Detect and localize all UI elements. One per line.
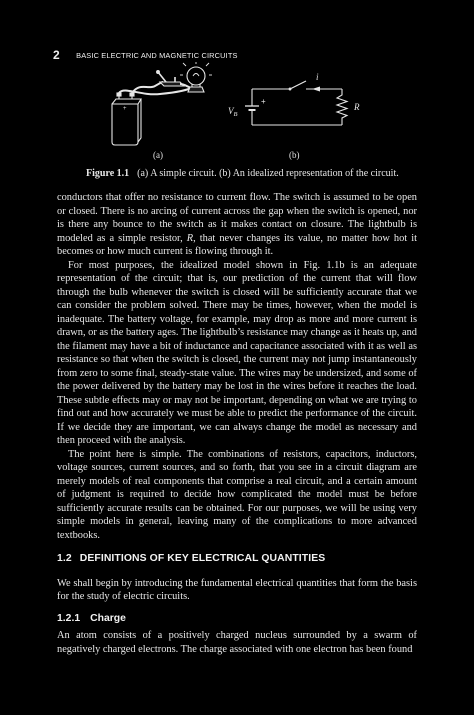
section-intro: We shall begin by introducing the fundamental electrical quantities that form the basis for the study of electric circuits. bbox=[57, 577, 417, 602]
paragraph-2: For most purposes, the idealized model shown in Fig. 1.1b is an adequate representation of the circuit; that is, our prediction of the current that will flow through the bulb whenever the switch is closed will be sufficiently accurate that we can consider the problem solved. There may be times, however, when the model is inadequate. The battery voltage, for example, may drop as more and more current is drawn, or as the battery ages. The lightbulb’s resistance may change as it heats up, and the filament may have a bit of inductance and capacitance associated with it as well as resistance so that when the switch is closed, the current may not jump instantaneously from zero to some final, steady-state value. The wires may be undersized, and some of the power delivered by the battery may be lost in the wires before it reaches the load. These subtle effects may or may not be important, depending on what we are trying to find out and how accurately we must be able to predict the performance of the circuit. If we decide they are important, we can always change the model as necessary and then proceed with the analysis. bbox=[57, 259, 417, 446]
paragraph-1 bbox=[57, 191, 417, 259]
current-arrow bbox=[312, 87, 320, 92]
panel-a-label: (a) bbox=[153, 150, 163, 160]
section-heading bbox=[57, 552, 417, 566]
switch-blade bbox=[290, 81, 306, 89]
resistor-variable: R bbox=[186, 232, 194, 244]
battery-icon bbox=[112, 93, 141, 145]
paragraph-1-end: , that never changes its value, no matter how hot it becomes or how much current is flowing through it. bbox=[57, 232, 417, 257]
body-text bbox=[57, 191, 417, 656]
figure-1-1 bbox=[0, 62, 474, 170]
paragraph-1-start: conductors that offer no resistance to current flow. The switch is assumed to be open or closed. There is no arcing of current across the gap when the switch is opened, nor is there any bounce to the switch as it makes contact on closure. The lightbulb is modeled as a simple resistor, bbox=[57, 192, 417, 244]
section-number: 1.2 bbox=[57, 553, 72, 564]
figure-caption-text: (a) A simple circuit. (b) An idealized representation of the circuit. bbox=[137, 168, 399, 179]
source-label-main: V bbox=[228, 106, 234, 116]
section-title: DEFINITIONS OF KEY ELECTRICAL QUANTITIES bbox=[79, 553, 326, 564]
subsection-title: Charge bbox=[90, 612, 126, 624]
source-label bbox=[228, 106, 238, 118]
source-label-subscript: B bbox=[233, 111, 238, 118]
source-plus-sign: + bbox=[261, 97, 266, 106]
lightbulb-icon bbox=[180, 62, 212, 92]
panel-b-label: (b) bbox=[289, 150, 300, 160]
resistor-label: R bbox=[354, 102, 360, 112]
subsection-heading bbox=[57, 612, 417, 626]
subsection-number: 1.2.1 bbox=[57, 612, 81, 624]
svg-text:+: + bbox=[123, 106, 127, 112]
figure-1-1-drawing bbox=[0, 62, 474, 170]
subsection-text: An atom consists of a positively charged nucleus surrounded by a swarm of negatively charged electrons. The charge associated with one electron has been found bbox=[57, 630, 417, 655]
current-label: i bbox=[316, 72, 319, 82]
simple-circuit-illustration bbox=[112, 62, 212, 145]
paragraph-3: The point here is simple. The combinations of resistors, capacitors, inductors, voltage sources, current sources, and so forth, that you see in a circuit diagram are merely models of real components that comprise a real circuit, and a certain amount of judgment is required to decide how complicated the model must be before sufficiently accurate results can be obtained. For our purposes, we will be using very simple models in general, leaving many of the complications to more advanced textbooks. bbox=[57, 448, 417, 541]
figure-caption-label: Figure 1.1 bbox=[86, 168, 130, 179]
figure-caption bbox=[86, 168, 399, 179]
resistor-symbol bbox=[337, 89, 347, 125]
running-title: BASIC ELECTRIC AND MAGNETIC CIRCUITS bbox=[76, 51, 238, 60]
page-number: 2 bbox=[53, 48, 60, 62]
